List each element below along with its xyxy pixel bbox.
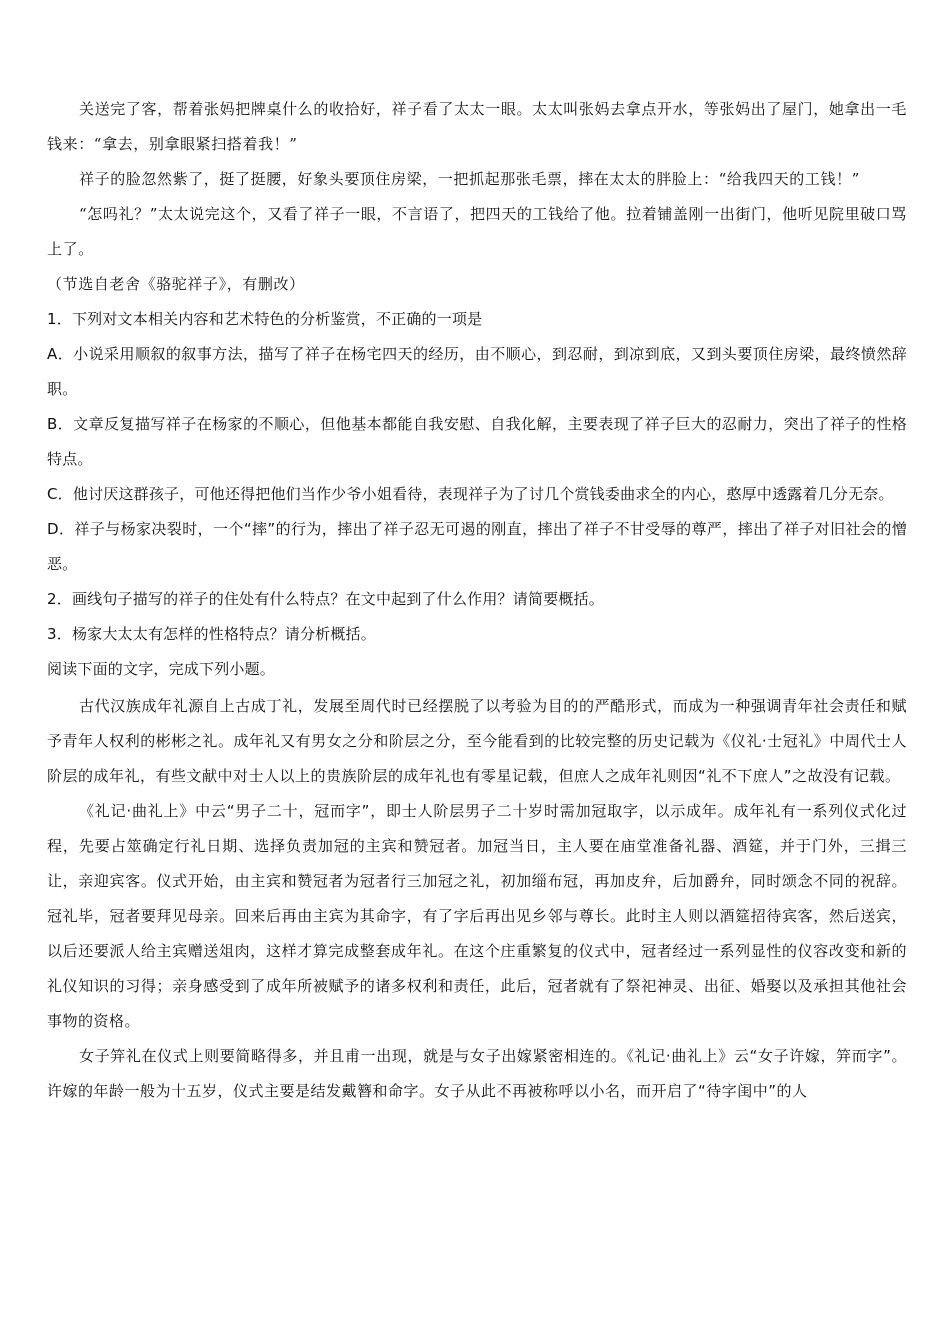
reading-paragraph: 女子笄礼在仪式上则要简略得多，并且甫一出现，就是与女子出嫁紧密相连的。《礼记·曲礼上》云“女子许嫁，笄而字”。许嫁的年龄一般为十五岁，仪式主要是结发戴簪和命字。女子从此不再被称呼以小名，而开启了“待字闺中”的人 [47, 1047, 907, 1100]
question-1-option-d: D．祥子与杨家决裂时，一个“摔”的行为，摔出了祥子忍无可遏的刚直，摔出了祥子不甘受辱的尊严，摔出了祥子对旧社会的憎恶。 [47, 520, 907, 573]
reading-paragraph: 《礼记·曲礼上》中云“男子二十，冠而字”，即士人阶层男子二十岁时需加冠取字，以示成年。成年礼有一系列仪式化过程，先要占筮确定行礼日期、选择负责加冠的主宾和赞冠者。加冠当日，主人要在庙堂准备礼器、酒筵，并于门外，三揖三让，亲迎宾客。仪式开始，由主宾和赞冠者为冠者行三加冠之礼，初加缁布冠，再加皮弁，后加爵弁，同时颂念不同的祝辞。冠礼毕，冠者要拜见母亲。回来后再由主宾为其命字，有了字后再出见乡邻与尊长。此时主人则以酒筵招待宾客，然后送宾，以后还要派人给主宾赠送俎肉，这样才算完成整套成年礼。在这个庄重繁复的仪式中，冠者经过一系列显性的仪容改变和新的礼仪知识的习得；亲身感受到了成年所被赋予的诸多权利和责任，此后，冠者就有了祭祀神灵、出征、婚娶以及承担其他社会事物的资格。 [47, 802, 907, 1030]
story-paragraph: “怎吗礼？”太太说完这个，又看了祥子一眼，不言语了，把四天的工钱给了他。拉着铺盖刚一出街门，他听见院里破口骂上了。 [47, 205, 907, 258]
reading-paragraph: 古代汉族成年礼源自上古成丁礼，发展至周代时已经摆脱了以考验为目的的严酷形式，而成为一种强调青年社会责任和赋予青年人权利的彬彬之礼。成年礼又有男女之分和阶层之分，至今能看到的比较完整的历史记载为《仪礼·士冠礼》中周代士人阶层的成年礼，有些文献中对士人以上的贵族阶层的成年礼也有零星记载，但庶人之成年礼则因“礼不下庶人”之故没有记载。 [47, 697, 907, 785]
question-2: 2．画线句子描写的祥子的住处有什么特点？在文中起到了什么作用？请简要概括。 [47, 590, 604, 608]
document-page [47, 92, 907, 1109]
story-paragraph: 祥子的脸忽然紫了，挺了挺腰，好象头要顶住房梁，一把抓起那张毛票，摔在太太的胖脸上：“给我四天的工钱！” [79, 170, 860, 188]
question-1-option-b: B．文章反复描写祥子在杨家的不顺心，但他基本都能自我安慰、自我化解，主要表现了祥子巨大的忍耐力，突出了祥子的性格特点。 [47, 415, 907, 468]
source-note: （节选自老舍《骆驼祥子》，有删改） [47, 275, 305, 293]
question-1-option-c: C．他讨厌这群孩子，可他还得把他们当作少爷小姐看待，表现祥子为了讨几个赏钱委曲求全的内心，憨厚中透露着几分无奈。 [47, 485, 894, 503]
reading-instruction: 阅读下面的文字，完成下列小题。 [47, 660, 276, 678]
question-1-stem: 1．下列对文本相关内容和艺术特色的分析鉴赏，不正确的一项是 [47, 310, 483, 328]
question-1-option-a: A．小说采用顺叙的叙事方法，描写了祥子在杨宅四天的经历，由不顺心，到忍耐，到凉到底，又到头要顶住房梁，最终愤然辞职。 [47, 345, 907, 398]
question-3: 3．杨家大太太有怎样的性格特点？请分析概括。 [47, 625, 376, 643]
story-paragraph: 关送完了客，帮着张妈把牌桌什么的收拾好，祥子看了太太一眼。太太叫张妈去拿点开水，等张妈出了屋门，她拿出一毛钱来：“拿去，别拿眼紧扫搭着我！” [47, 100, 907, 153]
